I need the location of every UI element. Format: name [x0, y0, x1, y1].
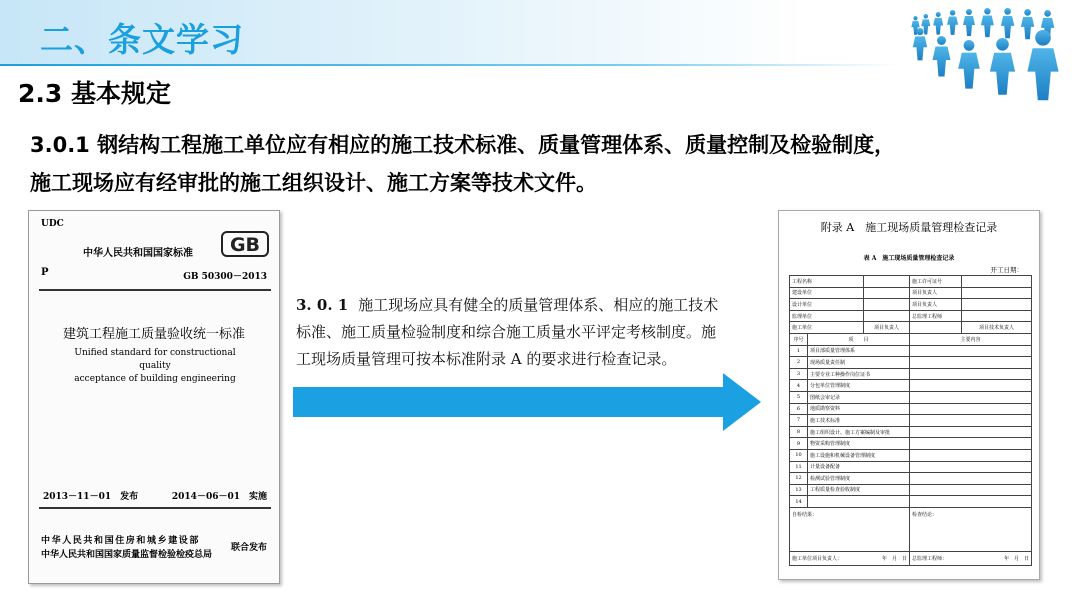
item-number: 12: [790, 473, 808, 485]
table-row: [790, 496, 1032, 508]
inspection-label: 检查结论：: [910, 507, 1032, 551]
start-date-label: 开工日期：: [990, 266, 1023, 274]
standard-cover-image: [28, 210, 280, 584]
date-fields: 年 月 日: [1004, 555, 1030, 562]
signature-right-label: 总监理工程师：: [912, 555, 948, 562]
table-cell: 工程名称: [790, 276, 864, 288]
standard-title-cn: 建筑工程施工质量验收统一标准: [62, 327, 245, 342]
item-content: [910, 380, 1032, 392]
table-row: [790, 449, 1032, 461]
quality-check-table: [789, 275, 1032, 566]
item-number: 5: [790, 391, 808, 403]
item-number: 2: [790, 357, 808, 369]
item-content: [910, 461, 1032, 473]
header-divider: [0, 64, 900, 66]
table-row: [790, 299, 1032, 311]
item-content: [910, 484, 1032, 496]
column-header: 主要内容: [910, 333, 1032, 345]
item-number: 9: [790, 438, 808, 450]
item-content: [910, 345, 1032, 357]
table-row: [790, 461, 1032, 473]
item-number: 8: [790, 426, 808, 438]
table-cell: 总监理工程师: [910, 310, 962, 322]
p-mark: P: [41, 267, 49, 278]
signature-right: [910, 551, 1032, 565]
item-number: 13: [790, 484, 808, 496]
table-cell: 施工单位: [790, 322, 864, 334]
item-number: 1: [790, 345, 808, 357]
item-content: [910, 426, 1032, 438]
table-row: [790, 276, 1032, 288]
standard-title-en-line1: Unified standard for constructional quality: [74, 348, 236, 371]
item-content: [910, 391, 1032, 403]
publisher-2: 中华人民共和国国家质量监督检验检疫总局: [41, 550, 213, 560]
table-cell: 项目技术负责人: [962, 322, 1032, 334]
standard-excerpt: [296, 292, 762, 373]
item-content: [910, 403, 1032, 415]
excerpt-line-1-text: 施工现场应具有健全的质量管理体系、相应的施工技术: [358, 296, 719, 314]
appendix-title: 附录 A 施工现场质量管理检查记录: [820, 221, 998, 234]
appendix-form-image: [778, 210, 1040, 580]
excerpt-number: 3. 0. 1: [296, 296, 349, 314]
table-cell: 建设单位: [790, 287, 864, 299]
item-name: 地质勘察资料: [808, 403, 910, 415]
item-name: 现场质量责任制: [808, 357, 910, 369]
cover-rule-bottom: [39, 507, 271, 509]
table-row: [790, 310, 1032, 322]
implement-date: 2014－06－01 实施: [171, 492, 267, 502]
table-row: [790, 357, 1032, 369]
table-row: [790, 484, 1032, 496]
table-row: [790, 287, 1032, 299]
column-header: 序号: [790, 333, 808, 345]
item-number: 6: [790, 403, 808, 415]
item-content: [910, 368, 1032, 380]
item-content: [910, 415, 1032, 427]
table-row: [790, 426, 1032, 438]
table-cell: 监理单位: [790, 310, 864, 322]
table-cell: 项目负责人: [864, 322, 910, 334]
result-row: [790, 507, 1032, 551]
cover-rule-top: [39, 289, 271, 291]
item-name: 分包单位管理制度: [808, 380, 910, 392]
item-name: 施工技术标准: [808, 415, 910, 427]
item-name: 检测试验管理制度: [808, 473, 910, 485]
item-number: 10: [790, 449, 808, 461]
item-name: 施工设施和机械设备管理制度: [808, 449, 910, 461]
item-content: [910, 473, 1032, 485]
clause-line-2: 施工现场应有经审批的施工组织设计、施工方案等技术文件。: [30, 171, 597, 195]
standard-title-en-line2: acceptance of building engineering: [74, 374, 236, 384]
table-row: [790, 415, 1032, 427]
table-title: 表 A 施工现场质量管理检查记录: [863, 255, 955, 262]
table-row: [790, 322, 1032, 334]
item-name: 施工组织设计、施工方案编制及审批: [808, 426, 910, 438]
table-row: [790, 438, 1032, 450]
section-title: 二、条文学习: [40, 20, 244, 59]
table-row: [790, 368, 1032, 380]
item-number: 3: [790, 368, 808, 380]
item-name: 图纸会审记录: [808, 391, 910, 403]
table-cell: 项目负责人: [910, 287, 962, 299]
standard-title-en: [59, 347, 251, 386]
table-row: [790, 380, 1032, 392]
item-content: [910, 496, 1032, 508]
national-standard-label: 中华人民共和国国家标准: [83, 248, 193, 259]
table-cell: 项目负责人: [910, 299, 962, 311]
excerpt-line-3: 工现场质量管理可按本标准附录 A 的要求进行检查记录。: [296, 350, 677, 368]
gb-logo-text: GB: [229, 234, 261, 256]
table-cell: 施工许可证号: [910, 276, 962, 288]
item-name: 物资采购管理制度: [808, 438, 910, 450]
excerpt-line-1: [296, 292, 762, 319]
table-row: [790, 403, 1032, 415]
table-row: [790, 391, 1032, 403]
item-name: 项目部质量管理体系: [808, 345, 910, 357]
item-number: 11: [790, 461, 808, 473]
subsection-title: 2.3 基本规定: [18, 79, 171, 108]
table-cell: 设计单位: [790, 299, 864, 311]
udc-label: UDC: [41, 219, 64, 229]
column-header: 项 目: [808, 333, 910, 345]
item-name: 工程质量检查验收制度: [808, 484, 910, 496]
publisher-1: 中华人民共和国住房和城乡建设部: [41, 536, 201, 546]
issue-date: 2013－11－01 发布: [43, 492, 139, 502]
people-ring-icon: [900, 0, 1080, 112]
joint-issue-label: 联合发布: [230, 543, 267, 553]
clause-line-1: 3.0.1 钢结构工程施工单位应有相应的施工技术标准、质量管理体系、质量控制及检验制度，: [30, 133, 896, 157]
item-number: 7: [790, 415, 808, 427]
table-row: [790, 345, 1032, 357]
signature-left: [790, 551, 910, 565]
item-content: [910, 357, 1032, 369]
right-arrow-icon: [293, 373, 761, 431]
signature-row: [790, 551, 1032, 565]
item-name: 计量设备配备: [808, 461, 910, 473]
standard-number: GB 50300－2013: [183, 272, 267, 282]
signature-left-label: 施工单位项目负责人：: [792, 555, 843, 562]
date-fields: 年 月 日: [882, 555, 908, 562]
excerpt-line-2: 标准、施工质量检验制度和综合施工质量水平评定考核制度。施: [296, 323, 717, 341]
item-number: 4: [790, 380, 808, 392]
gb-logo-icon: [221, 231, 269, 257]
self-check-label: 自检结果：: [790, 507, 910, 551]
item-name: 主要专业工种操作岗位证书: [808, 368, 910, 380]
table-row: [790, 473, 1032, 485]
clause-text: [30, 126, 1050, 202]
item-content: [910, 449, 1032, 461]
item-number: 14: [790, 496, 808, 508]
item-content: [910, 438, 1032, 450]
item-name: [808, 496, 910, 508]
table-header-row: [790, 333, 1032, 345]
